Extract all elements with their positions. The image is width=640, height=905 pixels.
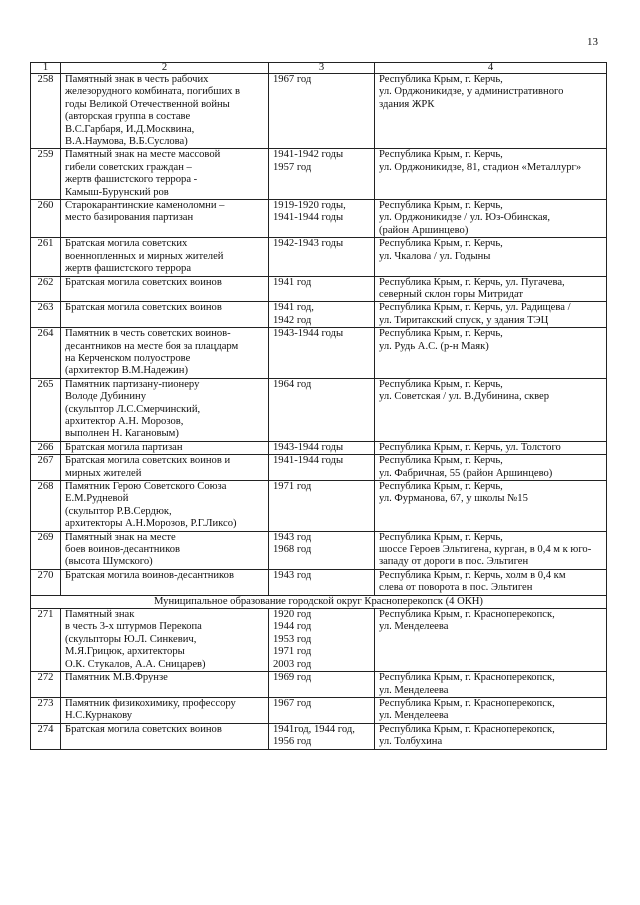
row-number: 262 <box>31 276 61 302</box>
object-date-line: 1944 год <box>273 621 312 633</box>
row-number: 267 <box>31 455 61 481</box>
object-address-line: Республика Крым, г. Керчь, <box>379 531 503 543</box>
object-name-line: (высота Шумского) <box>65 556 153 568</box>
object-name-line: Братская могила советских воинов <box>65 723 222 735</box>
object-address-line: ул. Толбухина <box>379 736 443 748</box>
header-col-date: 3 <box>269 63 375 74</box>
table-row <box>31 609 607 672</box>
object-address-line: ул. Менделеева <box>379 684 449 696</box>
object-date-cell <box>269 723 375 749</box>
table-row <box>31 441 607 454</box>
object-name-line: мирных жителей <box>65 467 142 479</box>
object-date-cell <box>269 378 375 441</box>
section-title: Муниципальное образование городской округ Красноперекопск <box>154 595 443 607</box>
object-address-cell <box>375 149 607 200</box>
object-name-line: М.Я.Грицюк, архитекторы <box>65 646 185 658</box>
table-row <box>31 531 607 569</box>
object-address-line: Республика Крым, г. Керчь, ул. Радищева / <box>379 302 571 314</box>
object-name-cell <box>61 378 269 441</box>
object-name-line: жертв фашистского террора <box>65 263 192 275</box>
object-address-line: здания ЖРК <box>379 98 435 110</box>
object-name-line: на Керченском полуострове <box>65 352 191 364</box>
header-col-number: 1 <box>31 63 61 74</box>
object-date-line: 1953 год <box>273 633 312 645</box>
row-number: 261 <box>31 238 61 276</box>
object-date-cell <box>269 149 375 200</box>
object-name-line: выполнен Н. Кагановым) <box>65 428 179 440</box>
object-name-line: Памятный знак в честь рабочих <box>65 74 209 85</box>
object-address-cell <box>375 276 607 302</box>
object-date-line: 1941-1944 годы <box>273 212 344 224</box>
object-name-cell <box>61 149 269 200</box>
table-row <box>31 328 607 379</box>
object-address-line: Республика Крым, г. Керчь, <box>379 328 503 340</box>
object-name-line: Памятник Герою Советского Союза <box>65 481 227 492</box>
object-address-cell <box>375 238 607 276</box>
monuments-table <box>30 62 607 750</box>
object-name-cell <box>61 441 269 454</box>
object-name-cell <box>61 481 269 532</box>
table-row <box>31 723 607 749</box>
table-row <box>31 200 607 238</box>
object-address-line: Республика Крым, г. Керчь, <box>379 238 503 250</box>
object-name-cell <box>61 455 269 481</box>
object-date-line: 1941-1944 годы <box>273 455 344 467</box>
object-name-line: жертв фашистского террора - <box>65 174 198 186</box>
object-name-line: Братская могила советских воинов <box>65 276 222 288</box>
row-number: 263 <box>31 302 61 328</box>
object-name-cell <box>61 569 269 595</box>
object-address-line: западу от дороги в пос. Эльтиген <box>379 556 529 568</box>
object-name-cell <box>61 302 269 328</box>
object-name-line: В.А.Наумова, В.Б.Суслова) <box>65 136 188 148</box>
section-header-group <box>31 595 607 608</box>
row-number: 269 <box>31 531 61 569</box>
object-name-line: (скульптор Р.В.Сердюк, <box>65 505 172 517</box>
object-name-line: Братская могила советских воинов и <box>65 455 231 467</box>
object-date-line: 1941год, 1944 год, <box>273 723 355 735</box>
object-address-line: ул. Фабричная, 55 (район Аршинцево) <box>379 467 553 479</box>
object-name-line: Памятник физикохимику, профессору <box>65 697 236 709</box>
object-name-line: Н.С.Курнакову <box>65 710 133 722</box>
object-address-line: Республика Крым, г. Керчь, <box>379 378 503 390</box>
object-name-cell <box>61 328 269 379</box>
table-row <box>31 569 607 595</box>
object-address-line: Республика Крым, г. Красноперекопск, <box>379 672 555 684</box>
object-name-line: (скульптор Л.С.Смерчинский, <box>65 403 201 415</box>
object-date-cell <box>269 697 375 723</box>
object-date-line: 1943 год <box>273 531 312 543</box>
table-body-kerch <box>31 74 607 596</box>
object-name-line: В.С.Гарбаря, И.Д.Москвина, <box>65 123 195 135</box>
header-col-address: 4 <box>375 63 607 74</box>
object-name-line: Памятник в честь советских воинов- <box>65 328 231 340</box>
object-date-line: 2003 год <box>273 658 312 670</box>
row-number: 266 <box>31 441 61 454</box>
object-address-line: ул. Фурманова, 67, у школы №15 <box>379 493 528 505</box>
object-name-cell <box>61 531 269 569</box>
object-name-line: Володе Дубинину <box>65 391 146 403</box>
object-address-line: ул. Орджоникидзе, у административного <box>379 86 564 98</box>
object-address-line: северный склон горы Митридат <box>379 288 524 300</box>
object-name-line: Памятный знак на месте <box>65 531 176 543</box>
row-number: 268 <box>31 481 61 532</box>
page-number: 13 <box>587 36 598 48</box>
object-name-line: Братская могила партизан <box>65 441 183 453</box>
object-name-line: архитекторы А.Н.Морозов, Р.Г.Ликсо) <box>65 518 237 530</box>
object-date-cell <box>269 569 375 595</box>
object-date-cell <box>269 609 375 672</box>
object-date-line: 1943-1944 годы <box>273 328 344 340</box>
object-date-cell <box>269 328 375 379</box>
object-date-cell <box>269 238 375 276</box>
object-address-line: Республика Крым, г. Керчь, <box>379 455 503 467</box>
object-name-line: (скульпторы Ю.Л. Синкевич, <box>65 633 197 645</box>
object-name-line: в честь 3-х штурмов Перекопа <box>65 621 202 633</box>
row-number: 265 <box>31 378 61 441</box>
object-date-line: 1968 год <box>273 544 312 556</box>
object-name-line: Братская могила воинов-десантников <box>65 569 234 581</box>
object-date-cell <box>269 481 375 532</box>
object-date-line: 1964 год <box>273 378 312 390</box>
object-name-cell <box>61 672 269 698</box>
object-address-line: ул. Менделеева <box>379 710 449 722</box>
object-name-line: Памятник партизану-пионеру <box>65 378 200 390</box>
object-address-line: Республика Крым, г. Керчь, <box>379 149 503 161</box>
object-name-line: боев воинов-десантников <box>65 544 180 556</box>
row-number: 270 <box>31 569 61 595</box>
section-count: (4 ОКН) <box>445 595 483 607</box>
object-address-line: ул. Тиритакский спуск, у здания ТЭЦ <box>379 314 549 326</box>
object-address-cell <box>375 74 607 149</box>
object-name-line: место базирования партизан <box>65 212 194 224</box>
object-address-cell <box>375 441 607 454</box>
object-address-line: Республика Крым, г. Красноперекопск, <box>379 609 555 621</box>
object-date-cell <box>269 200 375 238</box>
object-name-line: (авторская группа в составе <box>65 111 191 123</box>
object-date-cell <box>269 672 375 698</box>
object-address-line: Республика Крым, г. Керчь, <box>379 481 503 492</box>
table-row <box>31 238 607 276</box>
object-date-line: 1943 год <box>273 569 312 581</box>
object-name-cell <box>61 238 269 276</box>
object-address-line: ул. Чкалова / ул. Годыны <box>379 250 491 262</box>
object-date-line: 1919-1920 годы, <box>273 200 346 212</box>
table-row <box>31 697 607 723</box>
object-name-line: Старокарантинские каменоломни – <box>65 200 225 212</box>
row-number: 271 <box>31 609 61 672</box>
object-date-line: 1967 год <box>273 697 312 709</box>
object-address-cell <box>375 569 607 595</box>
object-name-line: Братская могила советских воинов <box>65 302 222 314</box>
object-address-line: Республика Крым, г. Керчь, ул. Толстого <box>379 441 561 453</box>
object-address-line: ул. Советская / ул. В.Дубинина, сквер <box>379 391 550 403</box>
object-name-line: гибели советских граждан – <box>65 161 192 173</box>
object-address-line: (район Аршинцево) <box>379 224 469 236</box>
object-address-line: ул. Орджоникидзе / ул. Юз-Обинская, <box>379 212 551 224</box>
object-address-cell <box>375 455 607 481</box>
object-name-line: десантников на месте боя за плацдарм <box>65 340 239 352</box>
object-address-cell <box>375 672 607 698</box>
object-name-line: Е.М.Рудневой <box>65 493 129 505</box>
object-name-line: архитектор А.Н. Морозов, <box>65 415 184 427</box>
object-date-line: 1920 год <box>273 609 312 621</box>
table-header <box>31 63 607 74</box>
table-row <box>31 302 607 328</box>
object-address-line: Республика Крым, г. Красноперекопск, <box>379 697 555 709</box>
object-name-cell <box>61 276 269 302</box>
table-row <box>31 481 607 532</box>
object-name-cell <box>61 200 269 238</box>
object-date-line: 1969 год <box>273 672 312 684</box>
object-address-cell <box>375 481 607 532</box>
table-row <box>31 378 607 441</box>
row-number: 274 <box>31 723 61 749</box>
row-number: 272 <box>31 672 61 698</box>
object-date-line: 1971 год <box>273 481 312 492</box>
object-date-line: 1941 год, <box>273 302 314 314</box>
row-number: 258 <box>31 74 61 149</box>
object-name-line: Памятник М.В.Фрунзе <box>65 672 168 684</box>
object-name-line: О.К. Стукалов, А.А. Сницарев) <box>65 658 206 670</box>
row-number: 264 <box>31 328 61 379</box>
table-row <box>31 149 607 200</box>
object-name-line: (архитектор В.М.Надежин) <box>65 365 188 377</box>
object-name-line: Памятный знак на месте массовой <box>65 149 221 161</box>
object-date-line: 1941 год <box>273 276 312 288</box>
object-address-line: Республика Крым, г. Керчь, <box>379 200 503 212</box>
object-address-line: Республика Крым, г. Керчь, ул. Пугачева, <box>379 276 565 288</box>
table-row <box>31 276 607 302</box>
object-address-cell <box>375 531 607 569</box>
object-date-cell <box>269 441 375 454</box>
object-date-line: 1971 год <box>273 646 312 658</box>
row-number: 259 <box>31 149 61 200</box>
table-row <box>31 672 607 698</box>
section-header <box>31 595 607 608</box>
object-name-line: военнопленных и мирных жителей <box>65 250 224 262</box>
object-address-cell <box>375 609 607 672</box>
table-row <box>31 455 607 481</box>
object-name-cell <box>61 609 269 672</box>
object-address-line: слева от поворота в пос. Эльтиген <box>379 582 533 594</box>
object-date-line: 1957 год <box>273 161 312 173</box>
object-name-cell <box>61 74 269 149</box>
object-address-line: шоссе Героев Эльтигена, курган, в 0,4 м к юго- <box>379 544 592 556</box>
object-date-line: 1967 год <box>273 74 312 85</box>
object-address-line: Республика Крым, г. Керчь, <box>379 74 503 85</box>
object-date-line: 1942 год <box>273 314 312 326</box>
row-number: 260 <box>31 200 61 238</box>
object-date-cell <box>269 276 375 302</box>
object-address-cell <box>375 378 607 441</box>
object-address-line: ул. Менделеева <box>379 621 449 633</box>
object-date-cell <box>269 531 375 569</box>
object-address-cell <box>375 328 607 379</box>
object-date-line: 1943-1944 годы <box>273 441 344 453</box>
object-date-cell <box>269 302 375 328</box>
object-name-cell <box>61 697 269 723</box>
object-date-line: 1942-1943 годы <box>273 238 344 250</box>
table-body-krasnoperekopsk <box>31 609 607 749</box>
object-date-cell <box>269 455 375 481</box>
object-name-line: Братская могила советских <box>65 238 188 250</box>
object-name-line: Камыш-Бурунский ров <box>65 186 169 198</box>
object-address-cell <box>375 723 607 749</box>
object-address-line: ул. Орджоникидзе, 81, стадион «Металлург» <box>379 161 582 173</box>
object-address-line: Республика Крым, г. Керчь, холм в 0,4 км <box>379 569 566 581</box>
row-number: 273 <box>31 697 61 723</box>
object-name-line: годы Великой Отечественной войны <box>65 98 230 110</box>
header-col-name: 2 <box>61 63 269 74</box>
object-address-cell <box>375 697 607 723</box>
object-date-line: 1941-1942 годы <box>273 149 344 161</box>
object-date-line: 1956 год <box>273 736 312 748</box>
object-date-cell <box>269 74 375 149</box>
object-address-line: Республика Крым, г. Красноперекопск, <box>379 723 555 735</box>
object-name-cell <box>61 723 269 749</box>
object-name-line: железорудного комбината, погибших в <box>65 86 241 98</box>
object-address-cell <box>375 302 607 328</box>
table-row <box>31 74 607 149</box>
object-name-line: Памятный знак <box>65 609 135 621</box>
object-address-cell <box>375 200 607 238</box>
object-address-line: ул. Рудь А.С. (р-н Маяк) <box>379 340 489 352</box>
